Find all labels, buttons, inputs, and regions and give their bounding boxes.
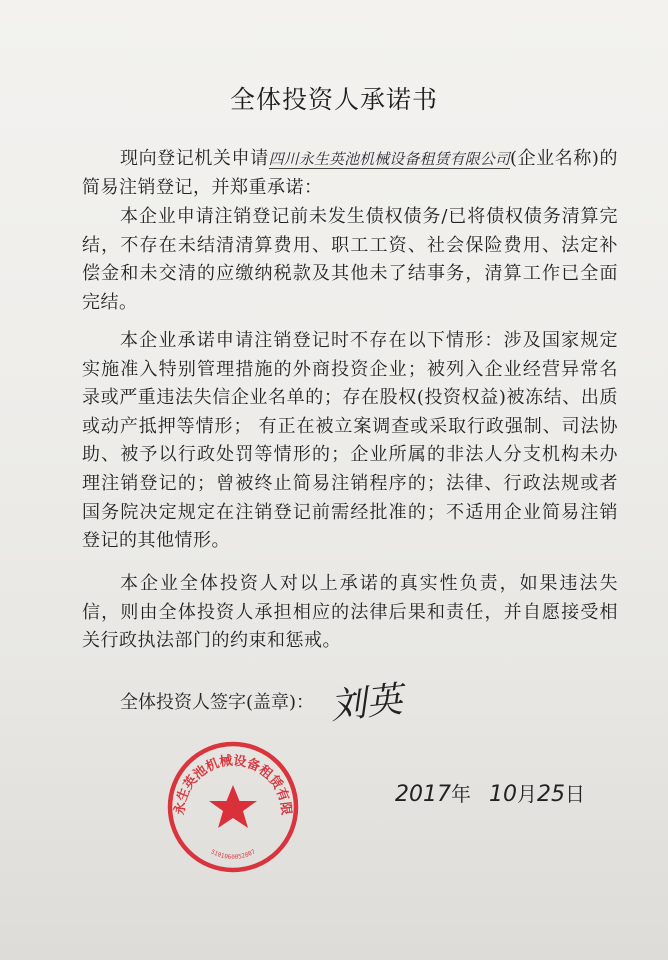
signing-date [395, 778, 585, 807]
company-name-handwritten: 四川永生英池机械设备租赁有限公司 [268, 150, 510, 168]
paragraph-exclusion-conditions: 本企业承诺申请注销登记时不存在以下情形：涉及国家规定实施准入特别管理措施的外商投资企业；被列入企业经营异常名录或严重违法失信企业名单的；存在股权(投资权益)被冻结、出质或动产抵押等情形； 有正在被立案调查或采取行政强制、司法协助、被予以行政处罚等情形的；企业所属的非法人分支机构未办理注销登记的；曾被终止简易注销程序的；法律、行政法规或者国务院决定规定在注销登记前需经批准的；不适用企业简易注销登记的其他情形。 [82, 330, 618, 552]
date-month-unit: 月 [517, 782, 537, 806]
paragraph-debt-clearance: 本企业申请注销登记前未发生债权债务/已将债权债务清算完结，不存在未结清清算费用、职工工资、社会保险费用、法定补偿金和未交清的应缴纳税款及其他未了结事务，清算工作已全面完结。 [82, 206, 618, 313]
company-seal [166, 740, 300, 874]
seal-number-text: 5101060052807 [209, 848, 257, 861]
paragraph-responsibility: 本企业全体投资人对以上承诺的真实性负责，如果违法失信，则由全体投资人承担相应的法律后果和责任，并自愿接受相关行政执法部门的约束和惩戒。 [82, 573, 618, 652]
signature-label: 全体投资人签字(盖章)： [120, 692, 315, 713]
date-year-unit: 年 [451, 782, 471, 806]
date-month: 10 [489, 782, 517, 807]
document-title: 全体投资人承诺书 [229, 85, 438, 114]
signature-handwritten: 刘英 [328, 679, 405, 728]
date-year: 2017 [395, 782, 451, 807]
intro-prefix: 现向登记机关申请 [120, 148, 269, 169]
seal-star [209, 785, 257, 828]
seal-name-text: 永生英池机械设备租赁有限 [172, 753, 294, 816]
date-day-unit: 日 [565, 782, 585, 806]
intro-suffix: (企业名称)的简易注销登记，并郑重承诺： [82, 148, 619, 198]
intro-paragraph [82, 145, 618, 202]
date-day: 25 [537, 782, 565, 807]
